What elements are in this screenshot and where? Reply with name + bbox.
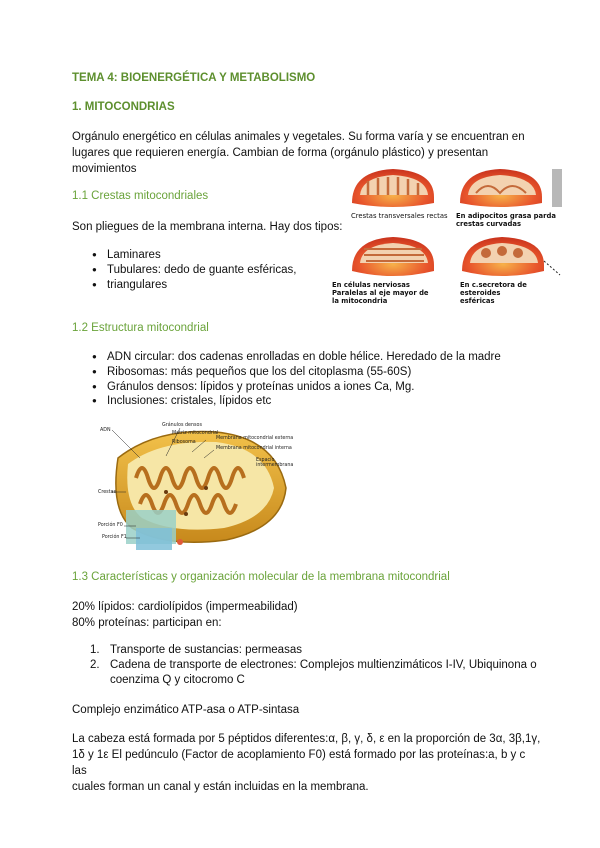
estructura-list [87, 350, 501, 409]
list-item: ● triangulares [87, 278, 296, 293]
caption-line: En adipocitos grasa parda [456, 212, 556, 220]
section-heading-mitocondrias: 1. MITOCONDRIAS [72, 101, 175, 113]
label-crestas: Crestas [98, 490, 116, 495]
list-item: ● ADN circular: dos cadenas enrolladas en doble hélice. Heredado de la madre [87, 350, 501, 365]
caption-line: crestas curvadas [456, 220, 522, 228]
label-line: Espacio [256, 458, 275, 463]
caption-d [460, 281, 566, 305]
subsection-heading-caracteristicas: 1.3 Características y organización molecular de la membrana mitocondrial [72, 571, 450, 583]
list-item: ● Gránulos densos: lípidos y proteínas unidos a iones Ca, Mg. [87, 380, 501, 395]
intro-line: Orgánulo energético en células animales y vegetales. Su forma varía y se encuentran en [72, 131, 525, 143]
list-item: ● Tubulares: dedo de guante esféricas, [87, 263, 296, 278]
document-title: TEMA 4: BIOENERGÉTICA Y METABOLISMO [72, 72, 316, 84]
caption-c [332, 281, 429, 305]
intro-line: lugares que requieren energía. Cambian de forma (orgánulo plástico) y presentan [72, 147, 489, 159]
caption-a: Crestas transversales rectas [351, 212, 448, 220]
caption-line: En c.secretora de esteroides [460, 281, 527, 297]
cabeza-line: 1δ y 1ε El pedúnculo (Factor de acoplamiento F0) está formado por las proteínas:a, b y c las [72, 749, 526, 777]
participation-list [72, 643, 542, 687]
label-matriz: Matriz mitocondrial [172, 431, 219, 436]
list-item-line: coenzima Q y citocromo C [110, 673, 245, 686]
cabeza-line: cuales forman un canal y están incluidas en la membrana. [72, 781, 369, 793]
list-number: 2. [90, 658, 100, 671]
crestas-figure [332, 165, 566, 310]
crestas-list [87, 248, 296, 292]
label-porcion-f1: Porción F1 [102, 535, 127, 540]
label-porcion-f0: Porción F0 [98, 523, 123, 528]
crestas-intro: Son pliegues de la membrana interna. Hay dos tipos: [72, 221, 343, 233]
intro-line: movimientos [72, 163, 137, 175]
mitochondrion-diagram [96, 418, 296, 558]
caption-line: En células nerviosas [332, 281, 410, 289]
label-membrana-externa: Membrana mitocondrial externa [216, 436, 294, 441]
cabeza-paragraph [72, 731, 542, 795]
list-item [72, 643, 542, 658]
mito-cut-b [460, 169, 562, 207]
list-item [72, 658, 542, 688]
subsection-heading-estructura: 1.2 Estructura mitocondrial [72, 322, 209, 334]
label-espacio [256, 458, 293, 468]
caption-line: esféricas [460, 297, 495, 305]
composition-line: 80% proteínas: participan en: [72, 617, 222, 629]
caption-line: la mitocondria [332, 297, 388, 305]
list-item: ● Ribosomas: más pequeños que los del citoplasma (55-60S) [87, 365, 501, 380]
list-item-line: Cadena de transporte de electrones: Complejos multienzimáticos I-IV, Ubiquinona o [110, 658, 537, 671]
mito-cut-a [352, 169, 434, 207]
list-item: ● Inclusiones: cristales, lípidos etc [87, 394, 501, 409]
composition-paragraph [72, 599, 298, 631]
list-number: 1. [90, 644, 100, 656]
list-item-line: Transporte de sustancias: permeasas [110, 644, 302, 656]
cabeza-line: La cabeza está formada por 5 péptidos diferentes:α, β, γ, δ, ε en la proporción de 3α, 3β,1γ, [72, 733, 541, 745]
caption-b [456, 212, 556, 228]
list-item: ● Laminares [87, 248, 296, 263]
label-line: intermembrana [256, 463, 294, 468]
composition-line: 20% lípidos: cardiolípidos (impermeabilidad) [72, 601, 298, 613]
label-granulos: Gránulos densos [162, 423, 202, 428]
subsection-heading-crestas: 1.1 Crestas mitocondriales [72, 190, 209, 202]
mito-cut-d [462, 237, 560, 276]
mito-cut-c [352, 237, 434, 276]
caption-line: Paralelas al eje mayor de [332, 289, 429, 297]
label-membrana-interna: Membrana mitocondrial interna [216, 446, 292, 451]
label-ribosoma: Ribosoma [172, 440, 196, 445]
label-adn: ADN [100, 428, 111, 433]
complejo-paragraph: Complejo enzimático ATP-asa o ATP-sintasa [72, 704, 300, 716]
